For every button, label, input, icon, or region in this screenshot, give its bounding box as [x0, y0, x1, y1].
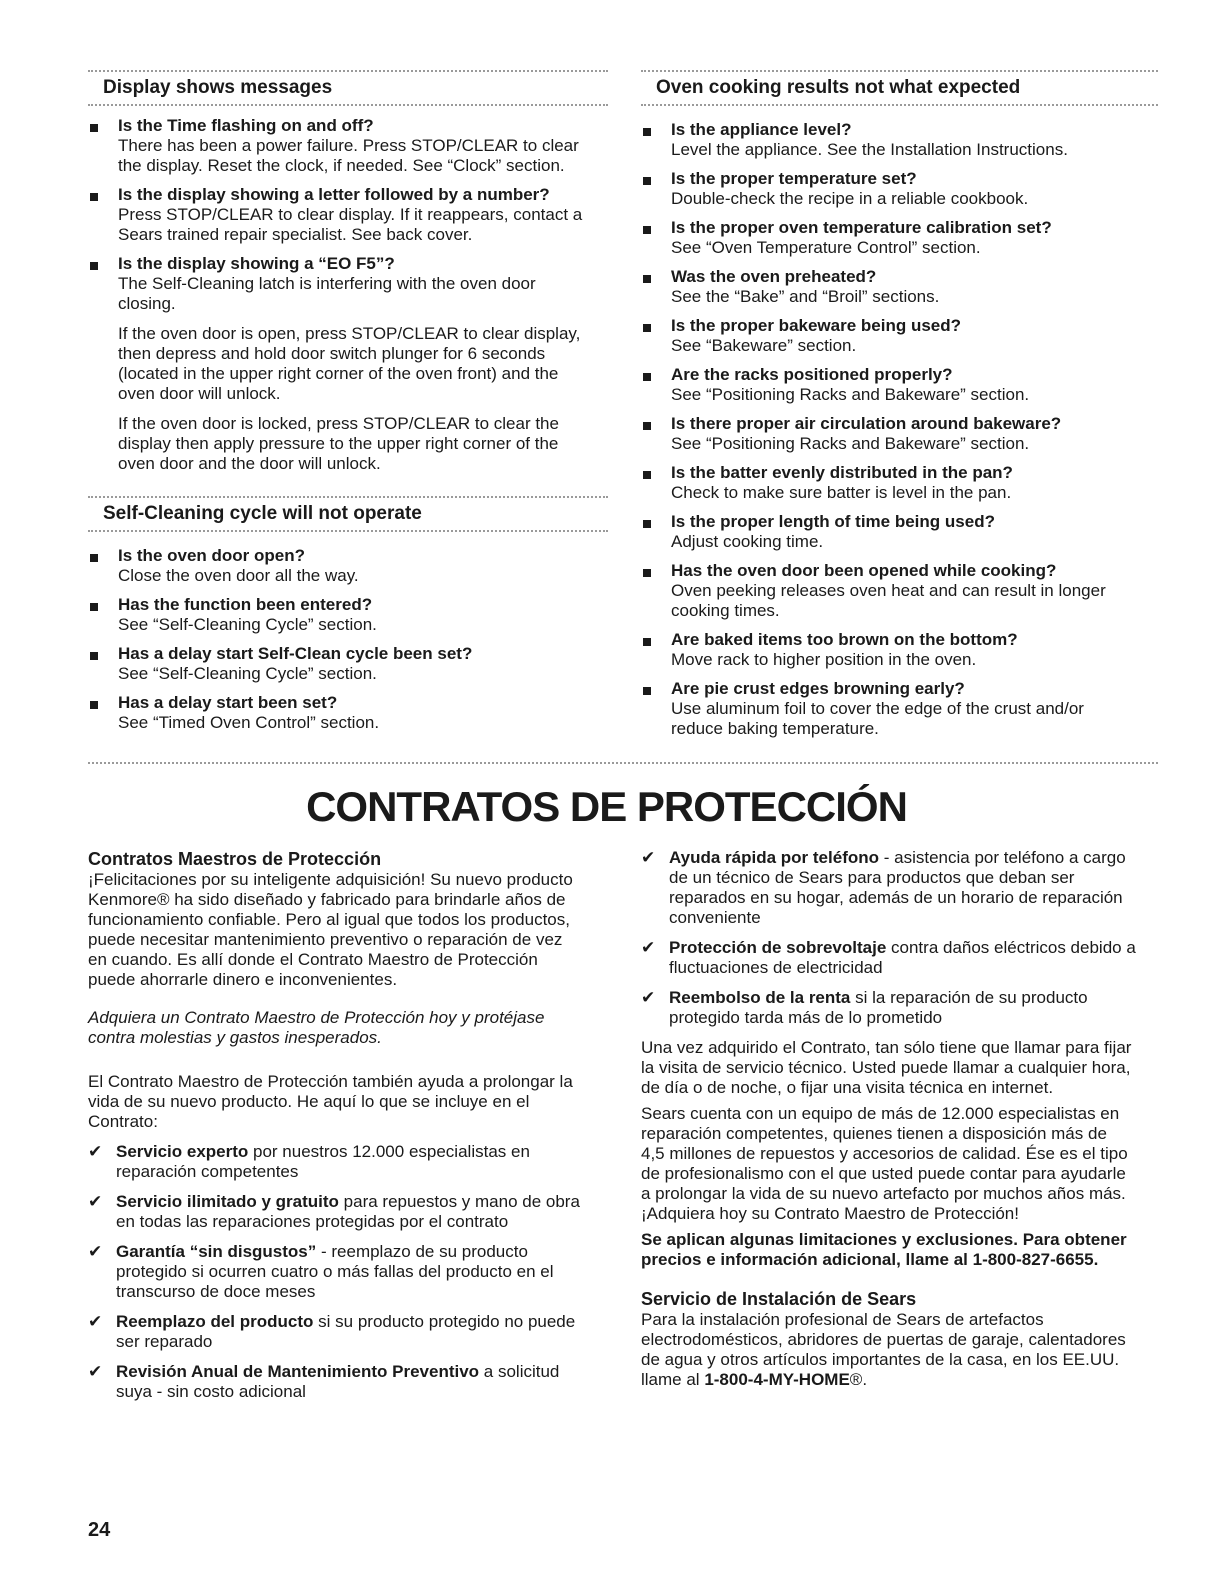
checkmark-icon: ✔ [88, 1362, 103, 1381]
troubleshoot-item [641, 463, 1158, 503]
divider [88, 70, 608, 72]
answer-line: Adjust cooking time. [671, 532, 824, 551]
checkmark-icon: ✔ [88, 1242, 103, 1261]
answer-line: See the “Bake” and “Broil” sections. [671, 287, 940, 306]
benefit-line: protegido si ocurren cuatro o más fallas del producto en el [116, 1262, 554, 1281]
square-bullet-icon [90, 193, 98, 201]
benefit-title: Servicio ilimitado y gratuito [116, 1192, 339, 1211]
question: Has the oven door been opened while cooking? [671, 561, 1057, 580]
benefit-item: ✔ Garantía “sin disgustos” - reemplazo de su producto protegido si ocurren cuatro o más fallas del producto en el transcurso de doce meses [88, 1242, 608, 1302]
benefit-title: Servicio experto [116, 1142, 249, 1161]
square-bullet-icon [90, 652, 98, 660]
divider [88, 530, 608, 532]
checkmark-icon: ✔ [88, 1142, 103, 1161]
question: Was the oven preheated? [671, 267, 877, 286]
square-bullet-icon [90, 124, 98, 132]
benefit-title: Reembolso de la renta [669, 988, 851, 1007]
divider [88, 496, 608, 498]
answer-line: Close the oven door all the way. [118, 566, 359, 585]
square-bullet-icon [643, 471, 651, 479]
question: Is the proper length of time being used? [671, 512, 995, 531]
square-bullet-icon [643, 226, 651, 234]
answer-line: See “Positioning Racks and Bakeware” section. [671, 385, 1030, 404]
divider [88, 762, 1158, 764]
bold-paragraph: Se aplican algunas limitaciones y exclusiones. Para obtener precios e información adicional, llame al 1-800-827-6655. [641, 1230, 1127, 1269]
contracts-right-column [641, 848, 1161, 1390]
answer-line: Move rack to higher position in the oven. [671, 650, 977, 669]
square-bullet-icon [643, 324, 651, 332]
answer-line: closing. [118, 294, 176, 313]
question: Has a delay start been set? [118, 693, 338, 712]
checkmark-icon: ✔ [641, 848, 656, 867]
question: Is the proper bakeware being used? [671, 316, 962, 335]
install-paragraph: Para la instalación profesional de Sears de artefactos electrodomésticos, abridores de puertas de garaje, calentadores de agua y otros artículos importantes de la casa, en los EE.UU. llame al 1-800-4-MY-HOME®. [641, 1310, 1126, 1389]
divider [88, 104, 608, 106]
paragraph: Sears cuenta con un equipo de más de 12.000 especialistas en reparación competentes, quienes tienen a disposición más de 4,5 millones de repuestos y accesorios de calidad. Ése es el tipo de profesionalismo con el que usted puede contar para ayudarle a prolongar la vida de su nuevo artefacto por muchos años más. ¡Adquiera hoy su Contrato Maestro de Protección! [641, 1104, 1128, 1223]
section-title: Oven cooking results not what expected [656, 77, 1021, 98]
benefit-line: transcurso de doce meses [116, 1282, 316, 1301]
paragraph: Una vez adquirido el Contrato, tan sólo tiene que llamar para fijar la visita de servicio técnico. Usted puede llamar a cualquier hora, de día o de noche, o fijar una visita técnica en internet. [641, 1038, 1132, 1097]
question: Are the racks positioned properly? [671, 365, 953, 384]
square-bullet-icon [90, 554, 98, 562]
troubleshoot-item [641, 679, 1158, 739]
page-heading: CONTRATOS DE PROTECCIÓN [306, 783, 907, 830]
answer-line: See “Timed Oven Control” section. [118, 713, 380, 732]
display-messages-section [88, 70, 608, 474]
body-paragraph: El Contrato Maestro de Protección también ayuda a prolongar la vida de su nuevo producto. He aquí lo que se incluye en el Contrato: [88, 1072, 573, 1131]
divider [641, 70, 1158, 72]
paragraph: If the oven door is open, press STOP/CLEAR to clear display, then depress and hold door switch plunger for 6 seconds (located in the upper right corner of the oven front) and the oven door will unlock. [118, 324, 581, 403]
troubleshoot-item [641, 267, 1158, 307]
self-clean-section [88, 496, 608, 733]
answer-line: See “Self-Cleaning Cycle” section. [118, 664, 377, 683]
answer-line: See “Bakeware” section. [671, 336, 857, 355]
benefit-line: en todas las reparaciones protegidas por el contrato [116, 1212, 509, 1231]
troubleshoot-item [88, 644, 608, 684]
square-bullet-icon [643, 128, 651, 136]
question: Is the oven door open? [118, 546, 306, 565]
troubleshoot-item [88, 254, 608, 314]
benefit-item: ✔ Revisión Anual de Mantenimiento Preventivo a solicitud suya - sin costo adicional [88, 1362, 608, 1402]
answer-line: Double-check the recipe in a reliable cookbook. [671, 189, 1029, 208]
troubleshoot-item [641, 512, 1158, 552]
square-bullet-icon [643, 275, 651, 283]
phone-number: 1-800-4-MY-HOME [704, 1370, 850, 1389]
question: Is the Time flashing on and off? [118, 116, 374, 135]
answer-line: cooking times. [671, 601, 780, 620]
answer-line: See “Oven Temperature Control” section. [671, 238, 981, 257]
troubleshoot-item [641, 316, 1158, 356]
troubleshoot-item [88, 693, 608, 733]
benefit-title: Garantía “sin disgustos” [116, 1242, 317, 1261]
question: Is the display showing a letter followed by a number? [118, 185, 550, 204]
benefit-item: ✔ Reembolso de la renta si la reparación de su producto protegido tarda más de lo prometido [641, 988, 1161, 1028]
answer-line: Level the appliance. See the Installation Instructions. [671, 140, 1068, 159]
troubleshoot-item [641, 365, 1158, 405]
square-bullet-icon [643, 422, 651, 430]
troubleshoot-item [641, 169, 1158, 209]
answer-line: Check to make sure batter is level in the pan. [671, 483, 1012, 502]
benefit-item: ✔ Reemplazo del producto si su producto protegido no puede ser reparado [88, 1312, 608, 1352]
benefit-title: Reemplazo del producto [116, 1312, 314, 1331]
question: Are pie crust edges browning early? [671, 679, 965, 698]
square-bullet-icon [643, 520, 651, 528]
benefit-title: Protección de sobrevoltaje [669, 938, 887, 957]
question: Is the appliance level? [671, 120, 852, 139]
benefit-item: ✔ Ayuda rápida por teléfono - asistencia por teléfono a cargo de un técnico de Sears para productos que deban ser reparados en su hogar, además de un horario de reparación conveniente [641, 848, 1161, 928]
benefit-line: fluctuaciones de electricidad [669, 958, 883, 977]
troubleshoot-item [88, 116, 608, 176]
divider [641, 104, 1158, 106]
question: Is there proper air circulation around bakeware? [671, 414, 1062, 433]
answer-line: Use aluminum foil to cover the edge of the crust and/or [671, 699, 1084, 718]
install-heading: Servicio de Instalación de Sears [641, 1289, 917, 1309]
oven-results-section [641, 70, 1158, 739]
question: Is the display showing a “EO F5”? [118, 254, 395, 273]
square-bullet-icon [643, 373, 651, 381]
square-bullet-icon [643, 569, 651, 577]
question: Has a delay start Self-Clean cycle been set? [118, 644, 473, 663]
checkmark-icon: ✔ [641, 988, 656, 1007]
benefit-item: ✔ Servicio ilimitado y gratuito para repuestos y mano de obra en todas las reparaciones protegidas por el contrato [88, 1192, 608, 1232]
paragraph: If the oven door is locked, press STOP/CLEAR to clear the display then apply pressure to the upper right corner of the oven door and the door will unlock. [118, 414, 559, 473]
troubleshoot-item [641, 414, 1158, 454]
troubleshoot-item [641, 561, 1158, 621]
subheading: Contratos Maestros de Protección [88, 849, 382, 869]
benefit-title: Revisión Anual de Mantenimiento Preventivo [116, 1362, 480, 1381]
italic-paragraph: Adquiera un Contrato Maestro de Protección hoy y protéjase contra molestias y gastos inesperados. [88, 1008, 545, 1047]
benefit-line: reparados en su hogar, además de un horario de reparación [669, 888, 1123, 907]
answer-line: Press STOP/CLEAR to clear display. If it reappears, contact a [118, 205, 583, 224]
troubleshoot-item [641, 120, 1158, 160]
question: Is the batter evenly distributed in the pan? [671, 463, 1013, 482]
answer-line: reduce baking temperature. [671, 719, 879, 738]
answer-line: Oven peeking releases oven heat and can result in longer [671, 581, 1106, 600]
troubleshoot-item [641, 630, 1158, 670]
intro-paragraph: ¡Felicitaciones por su inteligente adquisición! Su nuevo producto Kenmore® ha sido diseñado y fabricado para brindarle años de funcionamiento confiable. Pero al igual que todos los productos, puede necesitar mantenimiento preventivo o reparación de vez en cuando. Es allí donde el Contrato Maestro de Protección puede ahorrarle dinero e inconvenientes. [88, 870, 573, 989]
answer-line: There has been a power failure. Press STOP/CLEAR to clear [118, 136, 579, 155]
square-bullet-icon [643, 687, 651, 695]
question: Is the proper oven temperature calibration set? [671, 218, 1052, 237]
troubleshoot-item [88, 595, 608, 635]
benefit-line: protegido tarda más de lo prometido [669, 1008, 943, 1027]
square-bullet-icon [90, 701, 98, 709]
contracts-left-column [88, 848, 608, 1402]
troubleshoot-item [88, 546, 608, 586]
benefit-line: conveniente [669, 908, 761, 927]
question: Are baked items too brown on the bottom? [671, 630, 1018, 649]
benefit-title: Ayuda rápida por teléfono [669, 848, 880, 867]
answer-line: Sears trained repair specialist. See back cover. [118, 225, 473, 244]
answer-line: The Self-Cleaning latch is interfering with the oven door [118, 274, 536, 293]
benefit-line: ser reparado [116, 1332, 213, 1351]
answer-line: See “Self-Cleaning Cycle” section. [118, 615, 377, 634]
troubleshoot-item [88, 185, 608, 245]
benefit-line: de un técnico de Sears para productos que deban ser [669, 868, 1075, 887]
benefit-item: ✔ Servicio experto por nuestros 12.000 especialistas en reparación competentes [88, 1142, 608, 1182]
section-title: Display shows messages [103, 77, 333, 98]
benefit-line: suya - sin costo adicional [116, 1382, 306, 1401]
page-number: 24 [88, 1519, 111, 1541]
question: Is the proper temperature set? [671, 169, 917, 188]
checkmark-icon: ✔ [88, 1192, 103, 1211]
checkmark-icon: ✔ [88, 1312, 103, 1331]
square-bullet-icon [643, 638, 651, 646]
benefit-item: ✔ Protección de sobrevoltaje contra daños eléctricos debido a fluctuaciones de electricidad [641, 938, 1161, 978]
answer-line: See “Positioning Racks and Bakeware” section. [671, 434, 1030, 453]
square-bullet-icon [90, 262, 98, 270]
benefit-line: reparación competentes [116, 1162, 299, 1181]
question: Has the function been entered? [118, 595, 373, 614]
answer-line: the display. Reset the clock, if needed. See “Clock” section. [118, 156, 565, 175]
square-bullet-icon [643, 177, 651, 185]
section-title: Self-Cleaning cycle will not operate [103, 503, 422, 524]
square-bullet-icon [90, 603, 98, 611]
checkmark-icon: ✔ [641, 938, 656, 957]
troubleshoot-item [641, 218, 1158, 258]
